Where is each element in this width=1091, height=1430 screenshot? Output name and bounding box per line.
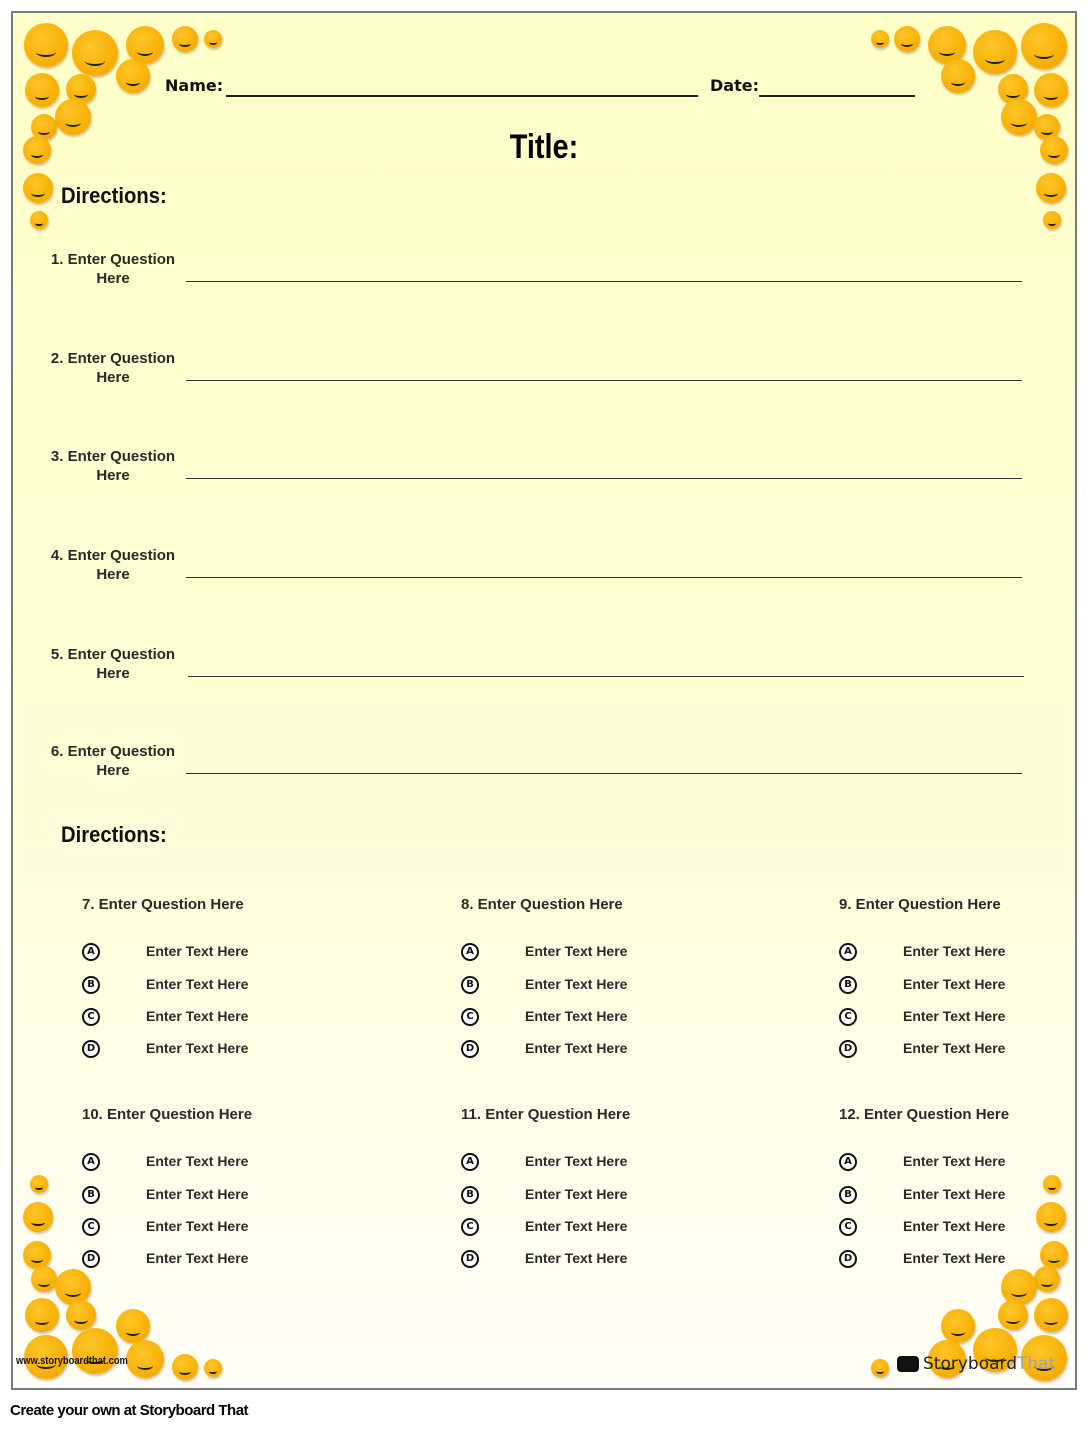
wink-emoji-icon xyxy=(55,99,91,135)
date-label: Date: xyxy=(710,76,759,95)
option-b[interactable] xyxy=(461,976,721,998)
name-label: Name: xyxy=(165,76,224,95)
smile-emoji-icon xyxy=(998,1300,1028,1330)
option-b[interactable] xyxy=(82,1186,342,1208)
option-text: Enter Text Here xyxy=(525,976,628,992)
sunglasses-emoji-icon xyxy=(30,211,48,229)
option-text: Enter Text Here xyxy=(903,943,1006,959)
answer-line-5[interactable] xyxy=(188,676,1024,677)
option-a[interactable] xyxy=(839,1153,1091,1175)
answer-line-2[interactable] xyxy=(186,380,1022,381)
wink-emoji-icon xyxy=(1001,1269,1037,1305)
question-1-label: 1. Enter Question Here xyxy=(50,251,176,287)
surprised-emoji-icon xyxy=(23,136,51,164)
sunglasses-emoji-icon xyxy=(25,1298,59,1332)
heart-eyes-emoji-icon xyxy=(126,1340,164,1378)
neutral-emoji-icon xyxy=(204,1359,222,1377)
question-12-label: 12. Enter Question Here xyxy=(839,1106,1010,1123)
brand-name-part1: Storyboard xyxy=(923,1354,1017,1374)
option-c[interactable] xyxy=(82,1218,342,1240)
mc-question-11 xyxy=(461,1106,721,1266)
answer-line-6[interactable] xyxy=(186,773,1022,774)
option-c-bubble[interactable]: C xyxy=(461,1008,479,1026)
question-8-label: 8. Enter Question Here xyxy=(461,896,623,913)
date-field[interactable] xyxy=(759,95,915,97)
question-11-label: 11. Enter Question Here xyxy=(461,1106,631,1123)
mc-question-12 xyxy=(839,1106,1091,1266)
option-text: Enter Text Here xyxy=(146,1218,249,1234)
kiss-emoji-icon xyxy=(23,1202,53,1232)
option-d-bubble[interactable]: D xyxy=(82,1250,100,1268)
option-text: Enter Text Here xyxy=(525,1008,628,1024)
wink-emoji-icon xyxy=(55,1269,91,1305)
laughing-emoji-icon xyxy=(1021,23,1067,69)
option-b-bubble[interactable]: B xyxy=(461,976,479,994)
nerd-emoji-icon xyxy=(72,30,118,76)
grin-emoji-icon xyxy=(941,1309,975,1343)
option-text: Enter Text Here xyxy=(146,976,249,992)
option-c-bubble[interactable]: C xyxy=(839,1008,857,1026)
option-a[interactable] xyxy=(461,943,721,965)
option-a-bubble[interactable]: A xyxy=(82,1153,100,1171)
option-b-bubble[interactable]: B xyxy=(839,976,857,994)
option-c[interactable] xyxy=(839,1218,1091,1240)
option-text: Enter Text Here xyxy=(146,1040,249,1056)
option-a[interactable] xyxy=(82,1153,342,1175)
option-text: Enter Text Here xyxy=(903,1008,1006,1024)
option-c[interactable] xyxy=(461,1008,721,1030)
option-text: Enter Text Here xyxy=(903,1186,1006,1202)
credit-link[interactable]: Create your own at Storyboard That xyxy=(10,1402,249,1419)
sunglasses-emoji-icon xyxy=(1034,73,1068,107)
option-text: Enter Text Here xyxy=(146,943,249,959)
laughing-emoji-icon xyxy=(24,23,68,67)
option-b[interactable] xyxy=(839,976,1091,998)
option-text: Enter Text Here xyxy=(903,976,1006,992)
option-d[interactable] xyxy=(461,1040,721,1062)
option-d[interactable] xyxy=(839,1250,1091,1272)
question-7-label: 7. Enter Question Here xyxy=(82,896,244,913)
option-text: Enter Text Here xyxy=(146,1008,249,1024)
question-2-label: 2. Enter Question Here xyxy=(50,350,176,386)
option-c-bubble[interactable]: C xyxy=(839,1218,857,1236)
option-a-bubble[interactable]: A xyxy=(839,1153,857,1171)
option-b-bubble[interactable]: B xyxy=(82,1186,100,1204)
sad-emoji-icon xyxy=(31,1266,57,1292)
option-a-bubble[interactable]: A xyxy=(82,943,100,961)
answer-line-4[interactable] xyxy=(186,577,1022,578)
speech-bubble-icon xyxy=(897,1356,919,1372)
option-text: Enter Text Here xyxy=(525,1040,628,1056)
option-text: Enter Text Here xyxy=(903,1218,1006,1234)
option-a-bubble[interactable]: A xyxy=(461,943,479,961)
option-text: Enter Text Here xyxy=(903,1040,1006,1056)
question-5-label: 5. Enter Question Here xyxy=(50,646,176,682)
neutral-emoji-icon xyxy=(871,1359,889,1377)
kiss-emoji-icon xyxy=(23,173,53,203)
option-b[interactable] xyxy=(82,976,342,998)
grin-emoji-icon xyxy=(116,1309,150,1343)
option-a[interactable] xyxy=(461,1153,721,1175)
surprised-emoji-icon xyxy=(1040,136,1068,164)
wink-emoji-icon xyxy=(1001,99,1037,135)
mc-question-7 xyxy=(82,896,342,1056)
option-c[interactable] xyxy=(82,1008,342,1030)
neutral-emoji-icon xyxy=(871,30,889,48)
sunglasses-emoji-icon xyxy=(25,73,59,107)
kiss-emoji-icon xyxy=(1036,173,1066,203)
directions-heading-1: Directions: xyxy=(61,183,167,208)
option-b[interactable] xyxy=(461,1186,721,1208)
option-d-bubble[interactable]: D xyxy=(839,1040,857,1058)
directions-heading-2: Directions: xyxy=(61,822,167,847)
option-d[interactable] xyxy=(82,1250,342,1272)
option-c[interactable] xyxy=(461,1218,721,1240)
option-d[interactable] xyxy=(82,1040,342,1062)
mc-question-8 xyxy=(461,896,721,1056)
option-text: Enter Text Here xyxy=(903,1250,1006,1266)
option-a-bubble[interactable]: A xyxy=(839,943,857,961)
option-b-bubble[interactable]: B xyxy=(839,1186,857,1204)
worksheet xyxy=(11,11,1077,1390)
option-b-bubble[interactable]: B xyxy=(461,1186,479,1204)
question-4-label: 4. Enter Question Here xyxy=(50,547,176,583)
option-d[interactable] xyxy=(839,1040,1091,1062)
neutral-emoji-icon xyxy=(204,30,222,48)
answer-line-1[interactable] xyxy=(186,281,1022,282)
smile-emoji-icon xyxy=(66,1300,96,1330)
nerd-emoji-icon xyxy=(72,1328,118,1374)
name-field[interactable] xyxy=(226,95,698,97)
option-text: Enter Text Here xyxy=(146,1186,249,1202)
option-b[interactable] xyxy=(839,1186,1091,1208)
question-3-label: 3. Enter Question Here xyxy=(50,448,176,484)
option-c[interactable] xyxy=(839,1008,1091,1030)
sunglasses-emoji-icon xyxy=(1043,211,1061,229)
option-c-bubble[interactable]: C xyxy=(82,1218,100,1236)
option-text: Enter Text Here xyxy=(146,1153,249,1169)
option-a[interactable] xyxy=(839,943,1091,965)
option-d-bubble[interactable]: D xyxy=(82,1040,100,1058)
grin-emoji-icon xyxy=(941,59,975,93)
smile-emoji-icon xyxy=(894,26,920,52)
sunglasses-emoji-icon xyxy=(1034,1298,1068,1332)
option-text: Enter Text Here xyxy=(525,943,628,959)
mc-question-9 xyxy=(839,896,1091,1056)
answer-line-3[interactable] xyxy=(186,478,1022,479)
question-6-label: 6. Enter Question Here xyxy=(50,743,176,779)
smile-emoji-icon xyxy=(172,1354,198,1380)
surprised-emoji-icon xyxy=(23,1241,51,1269)
option-text: Enter Text Here xyxy=(525,1250,628,1266)
mc-question-10 xyxy=(82,1106,342,1266)
option-d[interactable] xyxy=(461,1250,721,1272)
option-b-bubble[interactable]: B xyxy=(82,976,100,994)
question-10-label: 10. Enter Question Here xyxy=(82,1106,253,1123)
option-text: Enter Text Here xyxy=(525,1186,628,1202)
storyboardthat-logo[interactable] xyxy=(897,1354,1055,1374)
option-c-bubble[interactable]: C xyxy=(82,1008,100,1026)
website-url[interactable]: www.storyboardthat.com xyxy=(16,1355,128,1367)
page-title: Title: xyxy=(509,128,579,166)
option-c-bubble[interactable]: C xyxy=(461,1218,479,1236)
option-text: Enter Text Here xyxy=(903,1153,1006,1169)
smile-emoji-icon xyxy=(172,26,198,52)
option-a-bubble[interactable]: A xyxy=(461,1153,479,1171)
option-a[interactable] xyxy=(82,943,342,965)
option-text: Enter Text Here xyxy=(525,1153,628,1169)
question-9-label: 9. Enter Question Here xyxy=(839,896,1001,913)
option-text: Enter Text Here xyxy=(525,1218,628,1234)
option-d-bubble[interactable]: D xyxy=(461,1040,479,1058)
grin-emoji-icon xyxy=(116,59,150,93)
brand-name-part2: That xyxy=(1017,1354,1056,1374)
option-text: Enter Text Here xyxy=(146,1250,249,1266)
option-d-bubble[interactable]: D xyxy=(461,1250,479,1268)
nerd-emoji-icon xyxy=(973,30,1017,74)
sunglasses-emoji-icon xyxy=(30,1175,48,1193)
option-d-bubble[interactable]: D xyxy=(839,1250,857,1268)
